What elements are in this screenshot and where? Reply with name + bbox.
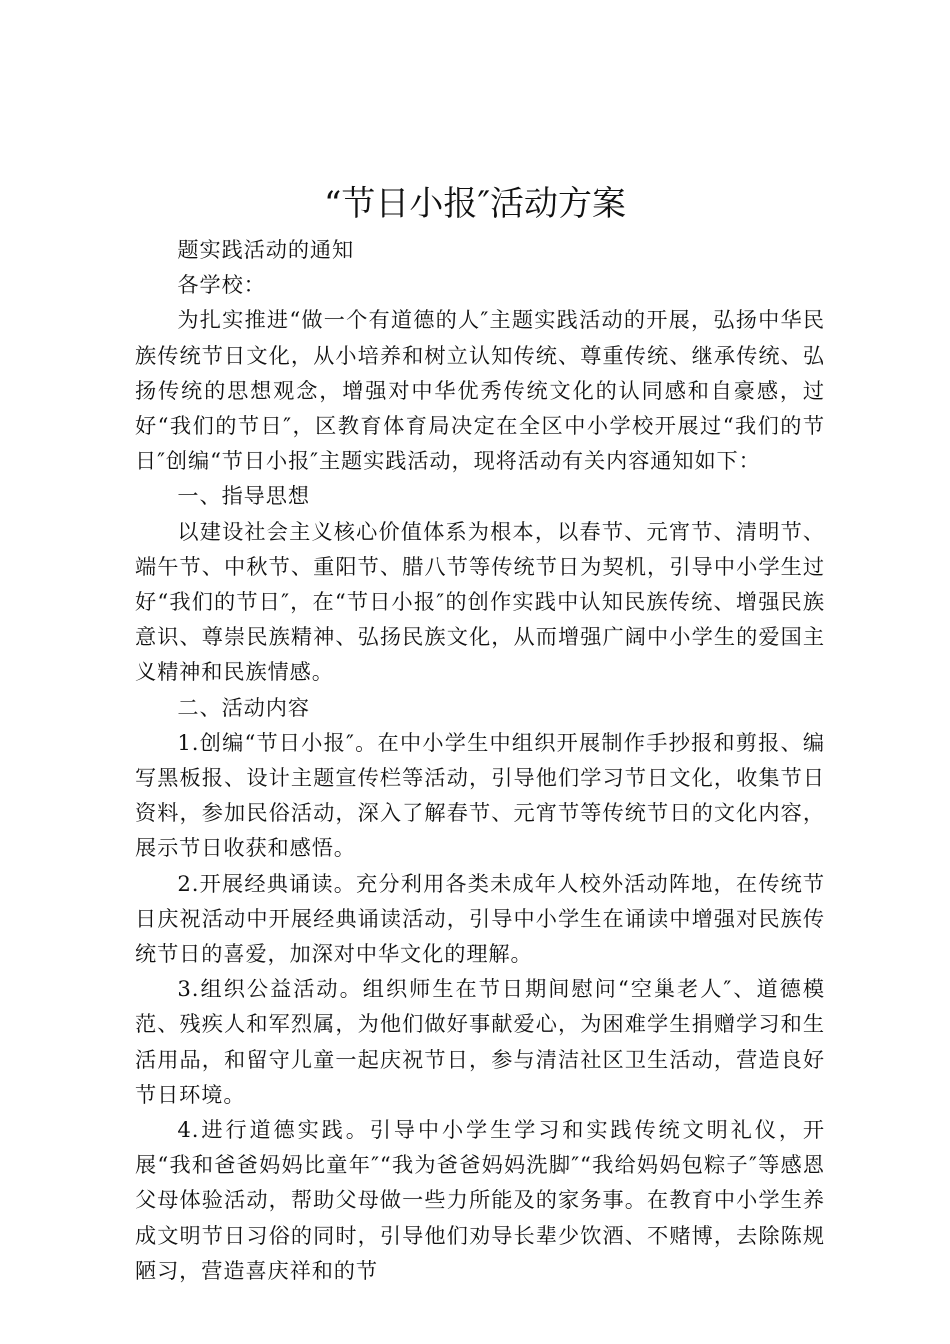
section-heading-activity-content: 二、活动内容 <box>177 694 310 720</box>
paragraph-item-1: 1.创编“节日小报″。在中小学生中组织开展制作手抄报和剪报、编写黑板报、设计主题宣传栏等活动，引导他们学习节日文化，收集节日资料，参加民俗活动，深入了解春节、元宵节等传统节日的文化内容，展示节日收获和感悟。 <box>135 729 825 861</box>
paragraph-item-4: 4.进行道德实践。引导中小学生学习和实践传统文明礼仪，开展“我和爸爸妈妈比童年″“我为爸爸妈妈洗脚″“我给妈妈包粽子″等感恩父母体验活动，帮助父母做一些力所能及的家务事。在教育中小学生养成文明节日习俗的同时，引导他们劝导长辈少饮酒、不赌博，去除陈规陋习，营造喜庆祥和的节 <box>135 1117 825 1283</box>
paragraph-heading-notice: 题实践活动的通知 <box>177 237 355 262</box>
paragraph-guiding-thought: 以建设社会主义核心价值体系为根本，以春节、元宵节、清明节、端午节、中秋节、重阳节、腊八节等传统节日为契机，引导中小学生过好“我们的节日″，在“节日小报″的创作实践中认知民族传统、增强民族意识、尊崇民族精神、弘扬民族文化，从而增强广阔中小学生的爱国主义精神和民族情感。 <box>135 518 825 685</box>
paragraph-intro: 为扎实推进“做一个有道德的人″主题实践活动的开展，弘扬中华民族传统节日文化，从小培养和树立认知传统、尊重传统、继承传统、弘扬传统的思想观念，增强对中华优秀传统文化的认同感和自豪感，过好“我们的节日″，区教育体育局决定在全区中小学校开展过“我们的节日″创编“节日小报″主题实践活动，现将活动有关内容通知如下： <box>135 307 825 474</box>
section-heading-guiding-thought: 一、指导思想 <box>177 483 310 509</box>
paragraph-salutation: 各学校： <box>177 272 266 298</box>
document-title: “节日小报″活动方案 <box>323 184 627 224</box>
document-body <box>135 232 825 1288</box>
paragraph-item-2: 2.开展经典诵读。充分利用各类未成年人校外活动阵地，在传统节日庆祝活动中开展经典诵读活动，引导中小学生在诵读中增强对民族传统节日的喜爱，加深对中华文化的理解。 <box>135 870 825 967</box>
paragraph-item-3: 3.组织公益活动。组织师生在节日期间慰问“空巢老人″、道德模范、残疾人和军烈属，为他们做好事献爱心，为困难学生捐赠学习和生活用品，和留守儿童一起庆祝节日，参与清洁社区卫生活动，营造良好节日环境。 <box>135 976 825 1107</box>
